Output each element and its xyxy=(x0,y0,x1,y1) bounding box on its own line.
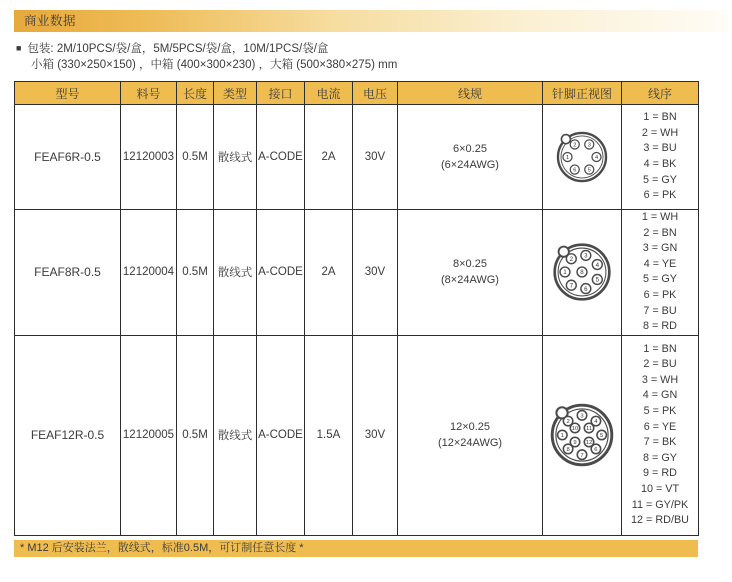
column-header-1: 料号 xyxy=(121,82,177,105)
svg-text:5: 5 xyxy=(600,433,604,440)
svg-text:2: 2 xyxy=(569,256,574,264)
cell-length: 0.5M xyxy=(177,335,214,535)
wire-order-line: 11 = GY/PK xyxy=(631,498,689,511)
svg-text:4: 4 xyxy=(595,262,600,270)
cell-type: 散线式 xyxy=(214,335,257,535)
svg-text:1: 1 xyxy=(563,269,567,277)
wire-gauge-line: 8×0.25 xyxy=(453,258,487,271)
cell-type: 散线式 xyxy=(214,210,257,336)
svg-text:11: 11 xyxy=(585,426,593,433)
column-header-6: 电压 xyxy=(353,82,398,105)
svg-text:6: 6 xyxy=(584,286,588,294)
wire-order-line: 7 = BU xyxy=(643,304,677,317)
wire-order-line: 2 = BU xyxy=(643,358,677,371)
svg-text:8: 8 xyxy=(566,447,570,454)
table-body xyxy=(15,105,699,536)
svg-text:10: 10 xyxy=(571,426,579,433)
cell-wire-order xyxy=(622,105,699,210)
svg-text:4: 4 xyxy=(594,419,598,426)
wire-gauge-line: 6×0.25 xyxy=(453,143,487,155)
svg-text:1: 1 xyxy=(560,433,564,440)
cell-current: 2A xyxy=(305,210,353,336)
svg-text:4: 4 xyxy=(594,155,599,162)
wire-order-line: 5 = PK xyxy=(643,405,677,418)
wire-gauge-line: (6×24AWG) xyxy=(441,159,499,171)
wire-order-line: 1 = BN xyxy=(643,342,677,355)
section-title: 商业数据 xyxy=(24,14,77,28)
wire-order-line: 8 = GY xyxy=(643,451,677,464)
column-header-8: 针脚正视图 xyxy=(543,82,622,105)
svg-text:6: 6 xyxy=(573,167,577,174)
packaging-line1 xyxy=(16,41,732,57)
wire-order-line: 6 = PK xyxy=(643,189,677,202)
cell-voltage: 30V xyxy=(353,105,398,210)
column-header-9: 线序 xyxy=(622,82,699,105)
column-header-2: 长度 xyxy=(177,82,214,105)
svg-text:6: 6 xyxy=(594,447,598,454)
column-header-3: 类型 xyxy=(214,82,257,105)
svg-text:5: 5 xyxy=(595,277,600,285)
wire-order-line: 7 = BK xyxy=(643,436,677,449)
wire-gauge-line: (8×24AWG) xyxy=(441,274,499,287)
cell-current: 2A xyxy=(305,105,353,210)
svg-text:2: 2 xyxy=(566,419,570,426)
packaging-line2: 小箱 (330×250×150) ，中箱 (400×300×230) ，大箱 (500×380×275) mm xyxy=(31,59,398,71)
cell-voltage: 30V xyxy=(353,335,398,535)
cell-interface: A-CODE xyxy=(257,105,305,210)
bullet-square-icon: ■ xyxy=(16,43,22,53)
svg-text:2: 2 xyxy=(573,142,577,149)
column-header-5: 电流 xyxy=(305,82,353,105)
cell-part-number: 12120003 xyxy=(121,105,177,210)
m12-connector-front-view-12pin-icon xyxy=(546,399,618,471)
cell-part-number: 12120004 xyxy=(121,210,177,336)
cell-wire-gauge xyxy=(398,105,543,210)
cell-type: 散线式 xyxy=(214,105,257,210)
wire-order-line: 3 = WH xyxy=(641,373,679,386)
wire-gauge-line: (12×24AWG) xyxy=(437,437,503,450)
wire-order-line: 3 = GN xyxy=(642,242,678,255)
cell-pin-view xyxy=(543,105,622,210)
wire-gauge-line: 12×0.25 xyxy=(449,421,491,434)
footnote-bar xyxy=(14,540,698,557)
column-header-0: 型号 xyxy=(15,82,121,105)
cell-length: 0.5M xyxy=(177,210,214,336)
svg-text:8: 8 xyxy=(580,269,584,277)
column-header-4: 接口 xyxy=(257,82,305,105)
m12-connector-front-view-6pin-icon xyxy=(553,128,611,186)
svg-text:3: 3 xyxy=(587,142,591,149)
cell-part-number: 12120005 xyxy=(121,335,177,535)
table-row xyxy=(15,335,699,535)
svg-text:12: 12 xyxy=(585,440,593,447)
page xyxy=(0,10,732,582)
wire-order-line: 6 = PK xyxy=(643,288,677,301)
cell-wire-order xyxy=(622,335,699,535)
m12-connector-front-view-8pin-icon xyxy=(549,239,615,305)
wire-order-line: 1 = WH xyxy=(641,211,679,223)
wire-order-line: 3 = BU xyxy=(643,142,677,155)
wire-order-line: 12 = RD/BU xyxy=(631,514,689,527)
wire-order-line: 10 = VT xyxy=(640,483,680,496)
wire-order-line: 4 = BK xyxy=(643,158,677,170)
table-row xyxy=(15,210,699,336)
wire-order-line: 1 = BN xyxy=(643,111,677,124)
cell-wire-gauge xyxy=(398,210,543,336)
column-header-7: 线规 xyxy=(398,82,543,105)
cell-pin-view xyxy=(543,335,622,535)
svg-text:1: 1 xyxy=(565,155,570,162)
cell-model: FEAF12R-0.5 xyxy=(15,335,121,535)
cell-interface: A-CODE xyxy=(257,335,305,535)
svg-text:5: 5 xyxy=(587,167,591,174)
cell-interface: A-CODE xyxy=(257,210,305,336)
section-title-bar xyxy=(14,10,728,32)
wire-order-line: 4 = YE xyxy=(643,257,677,270)
table-row xyxy=(15,105,699,210)
packaging-info xyxy=(16,41,732,73)
svg-text:7: 7 xyxy=(580,453,584,460)
wire-order-line: 6 = YE xyxy=(643,420,677,433)
table-header-row xyxy=(15,82,699,105)
cell-length: 0.5M xyxy=(177,105,214,210)
wire-order-line: 8 = RD xyxy=(643,320,677,333)
cell-wire-gauge xyxy=(398,335,543,535)
cell-model: FEAF6R-0.5 xyxy=(15,105,121,210)
cell-voltage: 30V xyxy=(353,210,398,336)
cell-wire-order xyxy=(622,210,699,336)
product-table xyxy=(14,81,699,536)
wire-order-line: 4 = GN xyxy=(642,389,678,402)
footnote-text: * M12 后安装法兰，散线式，标准0.5M，可订制任意长度 * xyxy=(20,541,304,554)
cell-current: 1.5A xyxy=(305,335,353,535)
wire-order-line: 9 = RD xyxy=(643,467,677,480)
cell-model: FEAF8R-0.5 xyxy=(15,210,121,336)
wire-order-line: 5 = GY xyxy=(643,273,677,286)
wire-order-line: 5 = GY xyxy=(643,173,677,186)
svg-text:9: 9 xyxy=(573,440,577,447)
svg-text:7: 7 xyxy=(569,282,574,290)
svg-text:3: 3 xyxy=(584,253,588,261)
packaging-line1-text: 包装: 2M/10PCS/袋/盒，5M/5PCS/袋/盒，10M/1PCS/袋/盒 xyxy=(27,43,329,55)
svg-text:3: 3 xyxy=(580,413,584,420)
cell-pin-view xyxy=(543,210,622,336)
wire-order-line: 2 = WH xyxy=(641,126,679,139)
wire-order-line: 2 = BN xyxy=(643,226,677,239)
